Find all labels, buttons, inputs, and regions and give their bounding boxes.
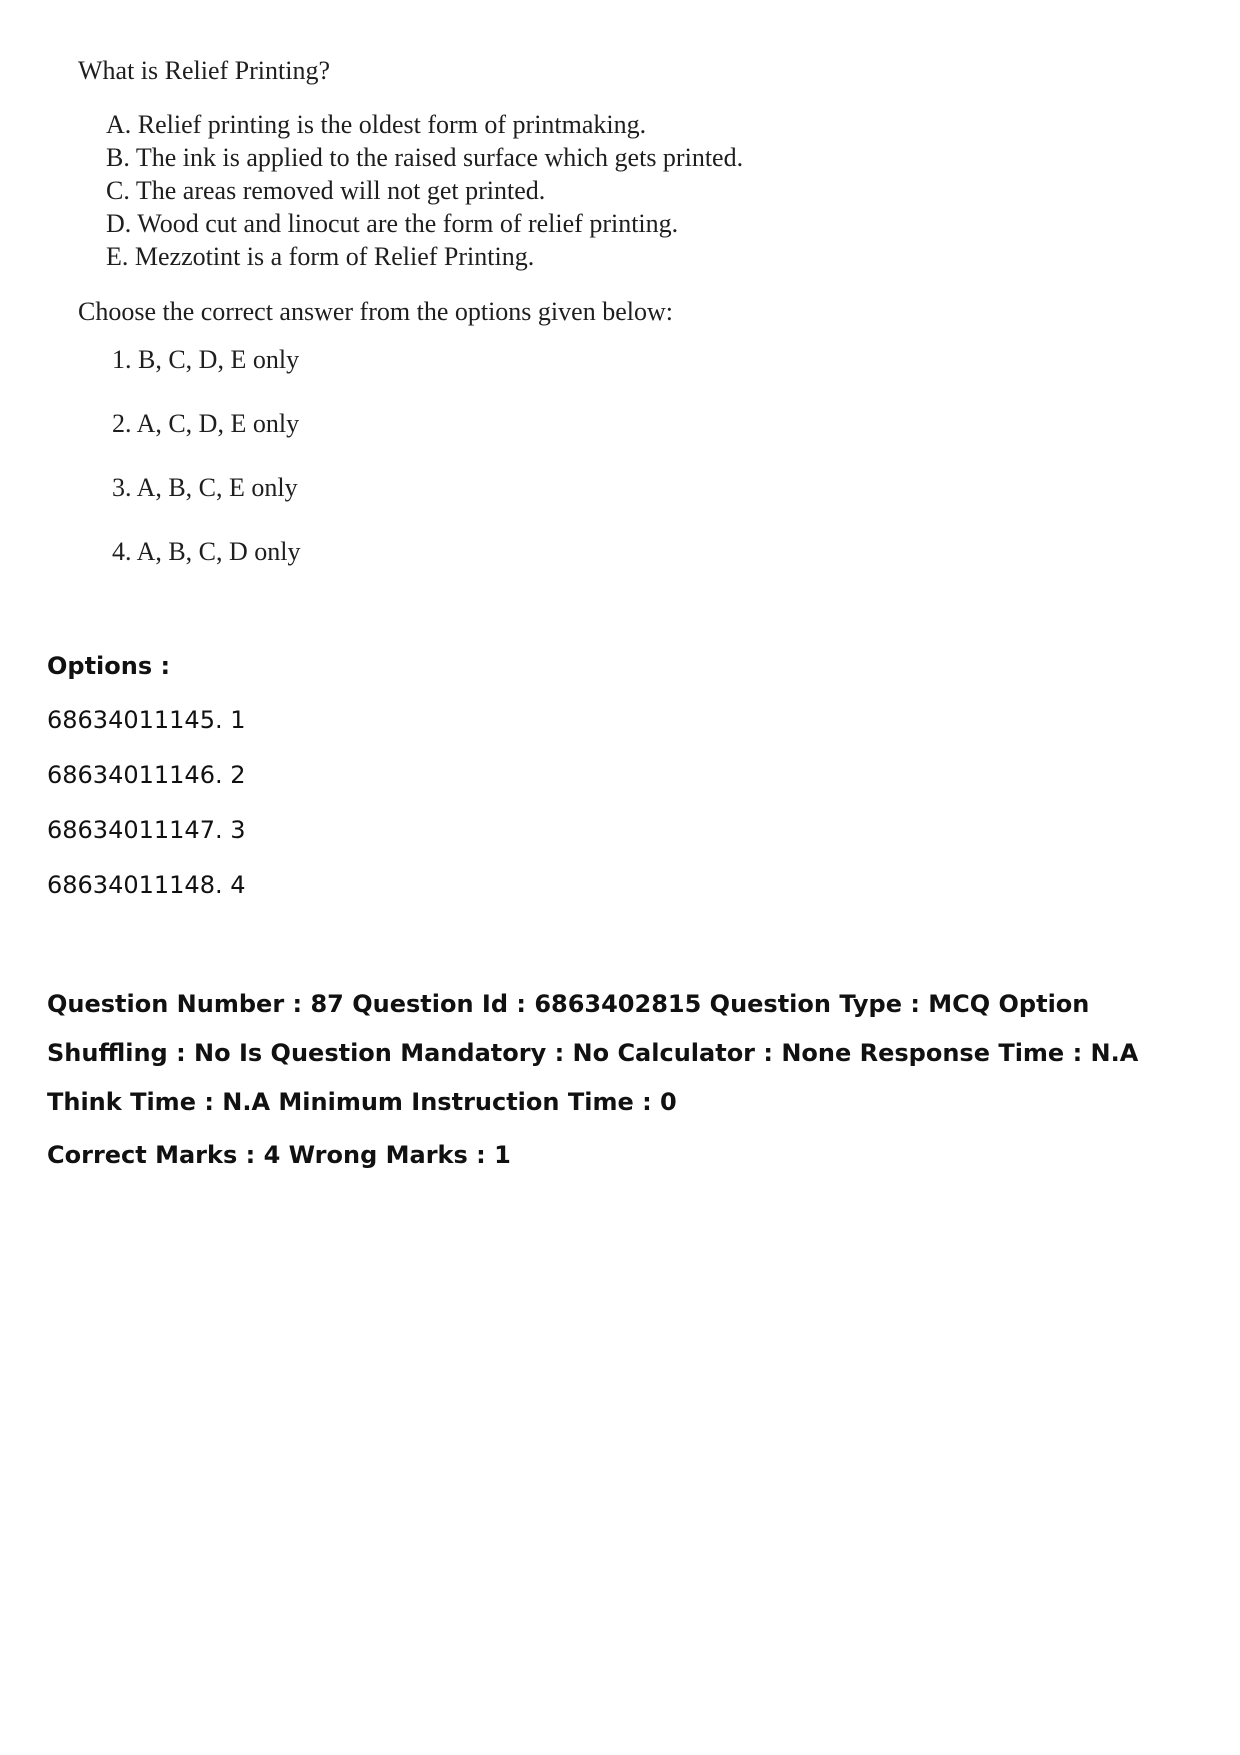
option-item: 68634011147. 3 xyxy=(47,816,246,844)
options-heading: Options : xyxy=(47,652,171,680)
option-item: 68634011146. 2 xyxy=(47,761,246,789)
question-image xyxy=(78,56,838,601)
statement-list xyxy=(106,108,838,273)
statement-item: C. The areas removed will not get printed. xyxy=(106,176,546,205)
choice-item: 2. A, C, D, E only xyxy=(112,409,300,438)
choice-list xyxy=(112,345,838,601)
statement-item: D. Wood cut and linocut are the form of relief printing. xyxy=(106,209,679,238)
option-item: 68634011148. 4 xyxy=(47,871,246,899)
statement-item: B. The ink is applied to the raised surface which gets printed. xyxy=(106,143,744,172)
option-item: 68634011145. 1 xyxy=(47,706,246,734)
choice-item: 3. A, B, C, E only xyxy=(112,473,298,502)
question-info: Question Number : 87 Question Id : 6863402815 Question Type : MCQ Option Shuffling : No Is Question Mandatory : No Calculator : None Response Time : N.A Think Time : N.A Minimum Instruction Time : 0 xyxy=(47,990,1139,1116)
question-meta xyxy=(47,650,1207,1179)
statement-item: A. Relief printing is the oldest form of printmaking. xyxy=(106,110,647,139)
choose-instruction: Choose the correct answer from the options given below: xyxy=(78,297,673,326)
question-title: What is Relief Printing? xyxy=(78,56,331,85)
statement-item: E. Mezzotint is a form of Relief Printing. xyxy=(106,242,535,271)
option-list xyxy=(47,704,1207,924)
choice-item: 1. B, C, D, E only xyxy=(112,345,300,374)
marks-info: Correct Marks : 4 Wrong Marks : 1 xyxy=(47,1141,511,1169)
choice-item: 4. A, B, C, D only xyxy=(112,537,301,566)
